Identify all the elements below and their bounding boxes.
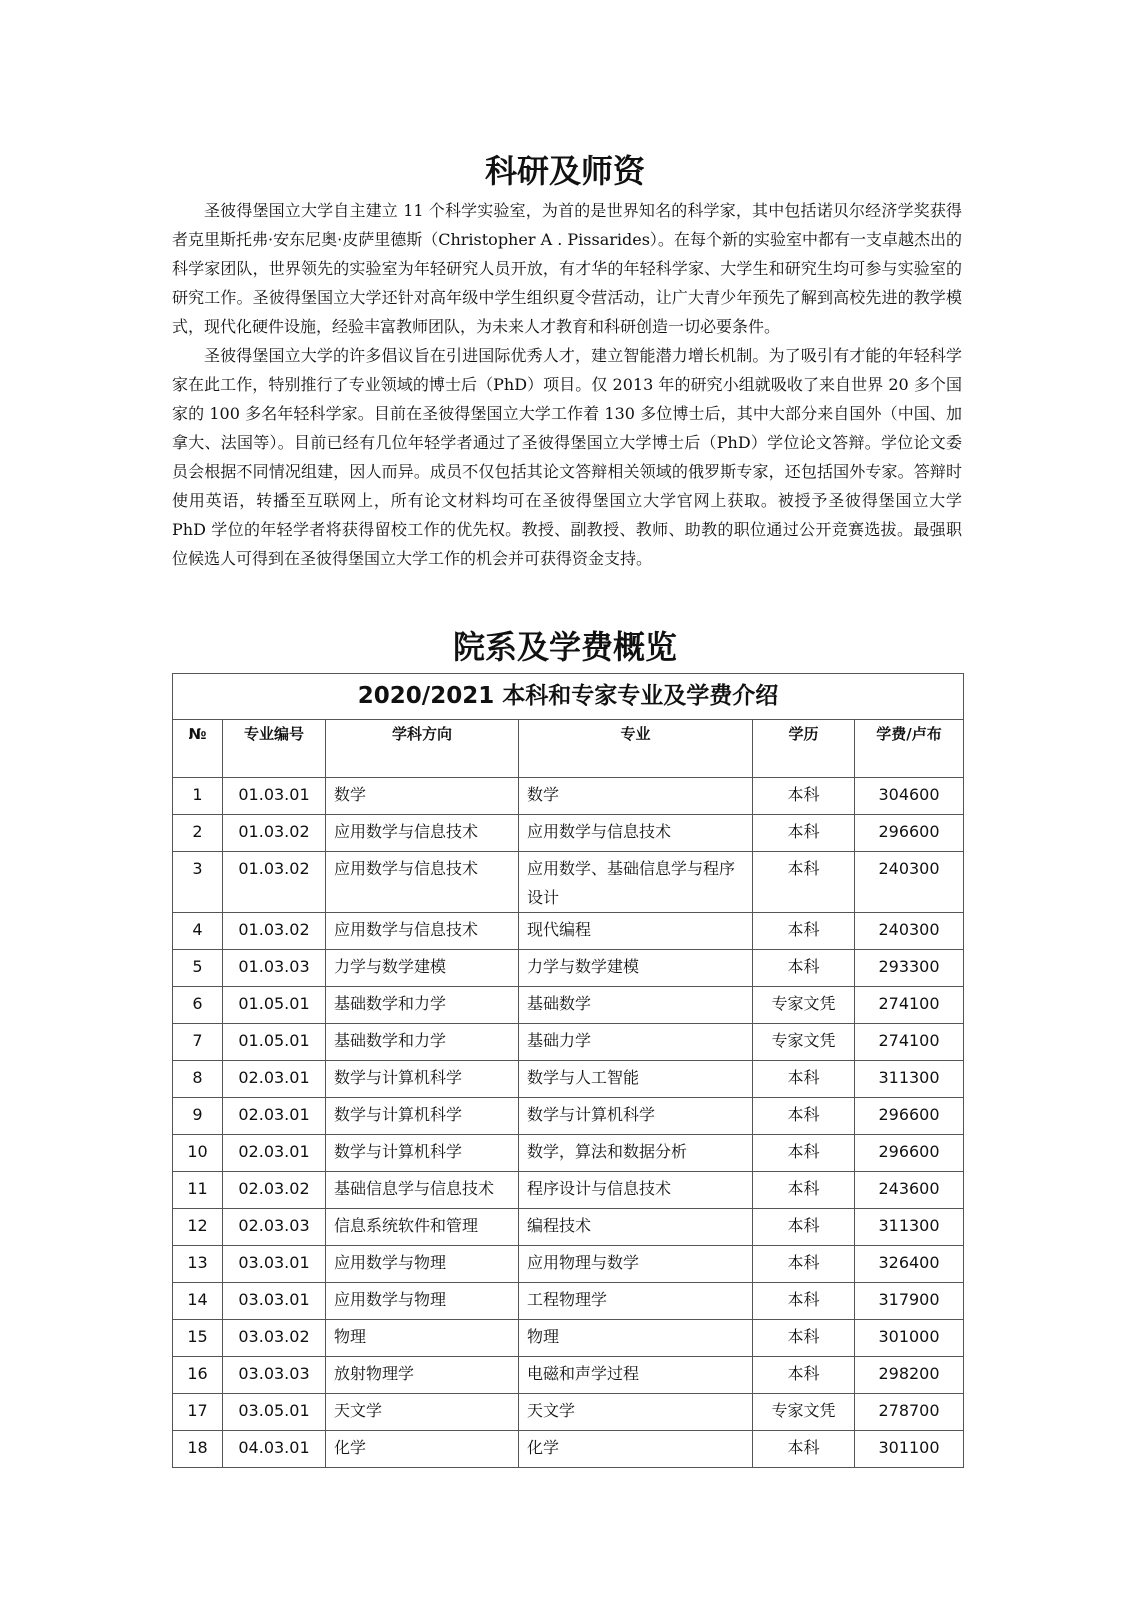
section-title-research: 科研及师资 xyxy=(484,152,645,190)
cell-code: 03.05.01 xyxy=(223,1394,326,1431)
cell-no: 15 xyxy=(173,1320,223,1357)
cell-fee: 311300 xyxy=(855,1061,964,1098)
cell-degree: 专家文凭 xyxy=(753,987,855,1024)
cell-no: 8 xyxy=(173,1061,223,1098)
cell-direction: 应用数学与物理 xyxy=(326,1246,519,1283)
cell-direction: 信息系统软件和管理 xyxy=(326,1209,519,1246)
table-row xyxy=(173,1357,964,1394)
table-row xyxy=(173,1098,964,1135)
table-row xyxy=(173,1024,964,1061)
cell-code: 02.03.01 xyxy=(223,1135,326,1172)
header-no: № xyxy=(173,720,223,778)
cell-code: 03.03.01 xyxy=(223,1283,326,1320)
paragraph-2: 圣彼得堡国立大学的许多倡议旨在引进国际优秀人才，建立智能潜力增长机制。为了吸引有才能的年轻科学家在此工作，特别推行了专业领域的博士后（PhD）项目。仅 2013 年的研究小组就吸收了来自世界 20 多个国家的 100 多名年轻科学家。目前在圣彼得堡国立大学工作着 130 多位博士后，其中大部分来自国外（中国、加拿大、法国等）。目前已经有几位年轻学者通过了圣彼得堡国立大学博士后（PhD）学位论文答辩。学位论文委员会根据不同情况组建，因人而异。成员不仅包括其论文答辩相关领域的俄罗斯专家，还包括国外专家。答辩时使用英语，转播至互联网上，所有论文材料均可在圣彼得堡国立大学官网上获取。被授予圣彼得堡国立大学 PhD 学位的年轻学者将获得留校工作的优先权。教授、副教授、教师、助教的职位通过公开竞赛选拔。最强职位候选人可得到在圣彼得堡国立大学工作的机会并可获得资金支持。 xyxy=(172,346,962,568)
cell-degree: 本科 xyxy=(753,1320,855,1357)
table-row xyxy=(173,1135,964,1172)
cell-direction: 数学与计算机科学 xyxy=(326,1135,519,1172)
cell-fee: 304600 xyxy=(855,778,964,815)
cell-degree: 本科 xyxy=(753,913,855,950)
cell-degree: 本科 xyxy=(753,1061,855,1098)
cell-no: 14 xyxy=(173,1283,223,1320)
cell-no: 7 xyxy=(173,1024,223,1061)
cell-code: 01.05.01 xyxy=(223,1024,326,1061)
cell-degree: 本科 xyxy=(753,950,855,987)
cell-code: 02.03.01 xyxy=(223,1098,326,1135)
cell-no: 16 xyxy=(173,1357,223,1394)
cell-degree: 本科 xyxy=(753,1209,855,1246)
cell-fee: 293300 xyxy=(855,950,964,987)
cell-no: 13 xyxy=(173,1246,223,1283)
cell-no: 6 xyxy=(173,987,223,1024)
table-row xyxy=(173,1320,964,1357)
table-row xyxy=(173,1172,964,1209)
table-row xyxy=(173,1394,964,1431)
cell-degree: 本科 xyxy=(753,815,855,852)
cell-code: 03.03.01 xyxy=(223,1246,326,1283)
section-title-faculty: 院系及学费概览 xyxy=(452,628,677,666)
cell-major: 数学，算法和数据分析 xyxy=(519,1135,753,1172)
cell-code: 03.03.02 xyxy=(223,1320,326,1357)
cell-code: 02.03.03 xyxy=(223,1209,326,1246)
cell-no: 4 xyxy=(173,913,223,950)
table-header-row xyxy=(173,720,964,778)
cell-direction: 数学 xyxy=(326,778,519,815)
table-row xyxy=(173,950,964,987)
cell-fee: 296600 xyxy=(855,1135,964,1172)
cell-degree: 本科 xyxy=(753,1357,855,1394)
header-major: 专业 xyxy=(519,720,753,778)
cell-code: 01.05.01 xyxy=(223,987,326,1024)
cell-code: 01.03.01 xyxy=(223,778,326,815)
cell-fee: 240300 xyxy=(855,852,964,913)
cell-no: 11 xyxy=(173,1172,223,1209)
header-code: 专业编号 xyxy=(223,720,326,778)
cell-fee: 301100 xyxy=(855,1431,964,1468)
cell-major: 数学与人工智能 xyxy=(519,1061,753,1098)
cell-direction: 物理 xyxy=(326,1320,519,1357)
cell-no: 3 xyxy=(173,852,223,913)
cell-major: 现代编程 xyxy=(519,913,753,950)
cell-degree: 本科 xyxy=(753,1283,855,1320)
table-row xyxy=(173,913,964,950)
cell-direction: 数学与计算机科学 xyxy=(326,1098,519,1135)
cell-no: 5 xyxy=(173,950,223,987)
cell-direction: 力学与数学建模 xyxy=(326,950,519,987)
cell-major: 数学与计算机科学 xyxy=(519,1098,753,1135)
cell-code: 02.03.02 xyxy=(223,1172,326,1209)
table-caption: 2020/2021 本科和专家专业及学费介绍 xyxy=(173,674,964,720)
cell-fee: 243600 xyxy=(855,1172,964,1209)
paragraph-1: 圣彼得堡国立大学自主建立 11 个科学实验室，为首的是世界知名的科学家，其中包括诺贝尔经济学奖获得者克里斯托弗·安东尼奥·皮萨里德斯（Christopher A . Pissarides）。在每个新的实验室中都有一支卓越杰出的科学家团队，世界领先的实验室为年轻研究人员开放，有才华的年轻科学家、大学生和研究生均可参与实验室的研究工作。圣彼得堡国立大学还针对高年级中学生组织夏令营活动，让广大青少年预先了解到高校先进的教学模式，现代化硬件设施，经验丰富教师团队，为未来人才教育和科研创造一切必要条件。 xyxy=(172,201,962,336)
cell-major: 应用物理与数学 xyxy=(519,1246,753,1283)
table-row xyxy=(173,1209,964,1246)
cell-fee: 301000 xyxy=(855,1320,964,1357)
table-row xyxy=(173,778,964,815)
cell-direction: 基础信息学与信息技术 xyxy=(326,1172,519,1209)
cell-major: 基础数学 xyxy=(519,987,753,1024)
cell-direction: 化学 xyxy=(326,1431,519,1468)
cell-no: 9 xyxy=(173,1098,223,1135)
cell-fee: 240300 xyxy=(855,913,964,950)
cell-code: 03.03.03 xyxy=(223,1357,326,1394)
cell-degree: 本科 xyxy=(753,1431,855,1468)
cell-no: 10 xyxy=(173,1135,223,1172)
cell-fee: 274100 xyxy=(855,987,964,1024)
cell-fee: 278700 xyxy=(855,1394,964,1431)
table-row xyxy=(173,815,964,852)
cell-no: 17 xyxy=(173,1394,223,1431)
cell-code: 01.03.02 xyxy=(223,913,326,950)
cell-no: 1 xyxy=(173,778,223,815)
cell-direction: 应用数学与信息技术 xyxy=(326,913,519,950)
cell-code: 01.03.02 xyxy=(223,852,326,913)
cell-degree: 本科 xyxy=(753,1098,855,1135)
cell-major: 工程物理学 xyxy=(519,1283,753,1320)
table-row xyxy=(173,1283,964,1320)
cell-degree: 本科 xyxy=(753,1246,855,1283)
cell-degree: 本科 xyxy=(753,852,855,913)
header-degree: 学历 xyxy=(753,720,855,778)
cell-degree: 本科 xyxy=(753,1172,855,1209)
table-row xyxy=(173,1431,964,1468)
cell-code: 04.03.01 xyxy=(223,1431,326,1468)
research-body xyxy=(172,196,962,573)
table-row xyxy=(173,1246,964,1283)
table-row xyxy=(173,1061,964,1098)
cell-major: 编程技术 xyxy=(519,1209,753,1246)
cell-fee: 298200 xyxy=(855,1357,964,1394)
cell-direction: 基础数学和力学 xyxy=(326,987,519,1024)
cell-direction: 放射物理学 xyxy=(326,1357,519,1394)
cell-major: 应用数学与信息技术 xyxy=(519,815,753,852)
cell-degree: 本科 xyxy=(753,1135,855,1172)
cell-fee: 296600 xyxy=(855,815,964,852)
cell-direction: 数学与计算机科学 xyxy=(326,1061,519,1098)
cell-fee: 274100 xyxy=(855,1024,964,1061)
header-direction: 学科方向 xyxy=(326,720,519,778)
cell-fee: 296600 xyxy=(855,1098,964,1135)
table-row xyxy=(173,852,964,913)
cell-direction: 基础数学和力学 xyxy=(326,1024,519,1061)
cell-code: 02.03.01 xyxy=(223,1061,326,1098)
cell-major: 天文学 xyxy=(519,1394,753,1431)
cell-degree: 专家文凭 xyxy=(753,1024,855,1061)
table-row xyxy=(173,987,964,1024)
cell-degree: 本科 xyxy=(753,778,855,815)
cell-no: 2 xyxy=(173,815,223,852)
cell-fee: 311300 xyxy=(855,1209,964,1246)
cell-direction: 天文学 xyxy=(326,1394,519,1431)
header-fee: 学费/卢布 xyxy=(855,720,964,778)
cell-no: 18 xyxy=(173,1431,223,1468)
cell-code: 01.03.03 xyxy=(223,950,326,987)
cell-major: 电磁和声学过程 xyxy=(519,1357,753,1394)
cell-major: 程序设计与信息技术 xyxy=(519,1172,753,1209)
cell-major: 化学 xyxy=(519,1431,753,1468)
cell-degree: 专家文凭 xyxy=(753,1394,855,1431)
cell-direction: 应用数学与物理 xyxy=(326,1283,519,1320)
cell-no: 12 xyxy=(173,1209,223,1246)
cell-major: 力学与数学建模 xyxy=(519,950,753,987)
fees-table xyxy=(172,673,964,1468)
cell-major: 应用数学、基础信息学与程序设计 xyxy=(519,852,753,913)
cell-code: 01.03.02 xyxy=(223,815,326,852)
cell-direction: 应用数学与信息技术 xyxy=(326,815,519,852)
cell-direction: 应用数学与信息技术 xyxy=(326,852,519,913)
cell-fee: 326400 xyxy=(855,1246,964,1283)
cell-major: 基础力学 xyxy=(519,1024,753,1061)
cell-major: 物理 xyxy=(519,1320,753,1357)
cell-fee: 317900 xyxy=(855,1283,964,1320)
cell-major: 数学 xyxy=(519,778,753,815)
